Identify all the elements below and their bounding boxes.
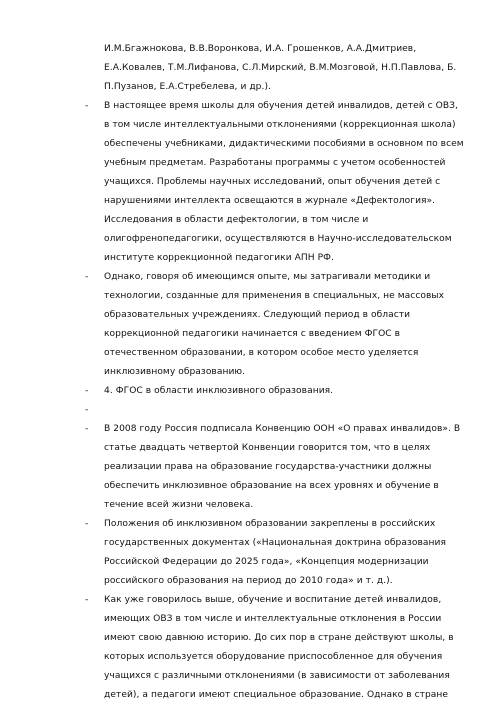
text-line: в том числе интеллектуальными отклонениями (коррекционная школа) <box>104 120 456 130</box>
text-line: Как уже говорилось выше, обучение и воспитание детей инвалидов, <box>104 595 442 605</box>
text-line: детей), а педагоги имеют специальное образование. Однако в стране <box>104 690 449 700</box>
text-line: В 2008 году Россия подписала Конвенцию ООН «О правах инвалидов». В <box>104 424 461 434</box>
text-line: Исследования в области дефектологии, в том числе и <box>104 215 369 225</box>
text-line: институте коррекционной педагогики АПН РФ. <box>104 253 334 263</box>
text-line: учащихся. Проблемы научных исследований, опыт обучения детей с <box>104 177 441 187</box>
text-line: российского образования на период до 2010 года» и т. д.). <box>104 576 393 586</box>
text-line: В настоящее время школы для обучения детей инвалидов, детей с ОВЗ, <box>104 101 458 111</box>
text-line: учащихся с различными отклонениями (в зависимости от заболевания <box>104 671 450 681</box>
text-line: обеспечены учебниками, дидактическими пособиями в основном по всем <box>104 139 464 149</box>
text-line: Положения об инклюзивном образовании закреплены в российских <box>104 519 436 529</box>
text-line: образовательных учреждениях. Следующий период в области <box>104 310 411 320</box>
text-line: обеспечить инклюзивное образование на всех уровнях и обучение в <box>104 481 439 491</box>
text-line: технологии, созданные для применения в специальных, не массовых <box>104 291 445 301</box>
text-line: И.М.Бгажнокова, В.В.Воронкова, И.А. Грошенков, А.А.Дмитриев, <box>104 44 417 54</box>
text-line: Российской Федерации до 2025 года», «Концепция модернизации <box>104 557 429 567</box>
text-line: течение всей жизни человека. <box>104 500 254 510</box>
text-line: инклюзивному образованию. <box>104 367 246 377</box>
list-bullet: - <box>85 519 89 529</box>
text-line: имеющих ОВЗ в том числе и интеллектуальные отклонения в России <box>104 614 442 624</box>
text-line: государственных документах («Национальная доктрина образования <box>104 538 446 548</box>
text-line: статье двадцать четвертой Конвенции говорится том, что в целях <box>104 443 431 453</box>
list-bullet: - <box>85 424 89 434</box>
list-bullet: - <box>85 101 89 111</box>
text-line: олигофренопедагогики, осуществляются в Научно-исследовательском <box>104 234 452 244</box>
text-line: коррекционной педагогики начинается с введением ФГОС в <box>104 329 401 339</box>
text-line: нарушениями интеллекта освещаются в журнале «Дефектология». <box>104 196 436 206</box>
text-line: Е.А.Ковалев, Т.М.Лифанова, С.Л.Мирский, В.М.Мозговой, Н.П.Павлова, Б. <box>104 63 457 73</box>
text-line: реализации права на образование государства-участники должны <box>104 462 432 472</box>
text-line: учебным предметам. Разработаны программы с учетом особенностей <box>104 158 446 168</box>
text-line: которых используется оборудование приспособленное для обучения <box>104 652 443 662</box>
text-line: П.Пузанов, Е.А.Стребелева, и др.). <box>104 82 271 92</box>
list-bullet: - <box>85 595 89 605</box>
list-bullet: - <box>85 386 89 396</box>
text-line: имеют свою давнюю историю. До сих пор в стране действуют школы, в <box>104 633 454 643</box>
text-line: отечественном образовании, в котором особое место уделяется <box>104 348 419 358</box>
list-bullet: - <box>85 272 89 282</box>
text-line: Однако, говоря об имеющимся опыте, мы затрагивали методики и <box>104 272 431 282</box>
list-bullet: - <box>85 405 89 415</box>
section-heading: 4. ФГОС в области инклюзивного образования. <box>104 386 334 396</box>
